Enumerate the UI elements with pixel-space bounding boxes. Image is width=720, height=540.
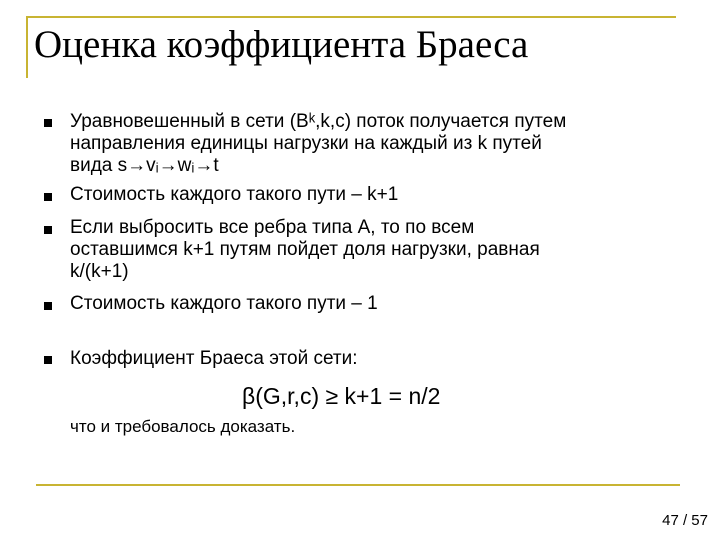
- bottom-rule: [36, 484, 680, 486]
- bullet-square-icon: [44, 193, 52, 201]
- page-number: 47 / 57: [662, 512, 708, 529]
- bullet-square-icon: [44, 226, 52, 234]
- bullet-5-line-1: Коэффициент Браеса этой сети:: [70, 348, 358, 369]
- bullet-1-line-3: вида s→vᵢ→wᵢ→t: [70, 155, 219, 176]
- bullet-square-icon: [44, 356, 52, 364]
- bullet-4-text: [70, 293, 378, 315]
- bullet-1-text: [70, 111, 566, 177]
- bullet-1-line-1: Уравновешенный в сети (Bᵏ,k,c) поток получается путем: [70, 111, 567, 132]
- bullet-square-icon: [44, 119, 52, 127]
- bullet-4-line-1: Стоимость каждого такого пути – 1: [70, 293, 378, 314]
- conclusion-text: что и требовалось доказать.: [70, 417, 296, 436]
- bullet-2-line-1: Стоимость каждого такого пути – k+1: [70, 184, 399, 205]
- bullet-square-icon: [44, 302, 52, 310]
- braess-formula: β(G,r,c) ≥ k+1 = n/2: [242, 383, 441, 409]
- bullet-3-line-1: Если выбросить все ребра типа A, то по всем: [70, 217, 475, 238]
- bullet-1-line-2: направления единицы нагрузки на каждый из k путей: [70, 133, 542, 154]
- bullet-3-line-3: k/(k+1): [70, 261, 129, 282]
- bullet-3-text: [70, 217, 540, 283]
- top-rule: [26, 16, 676, 18]
- left-rule: [26, 16, 28, 78]
- slide-title: Оценка коэффициента Браеса: [34, 23, 529, 66]
- bullet-5-text: [70, 348, 358, 370]
- bullet-3-line-2: оставшимся k+1 путям пойдет доля нагрузки, равная: [70, 239, 540, 260]
- bullet-2-text: [70, 184, 398, 206]
